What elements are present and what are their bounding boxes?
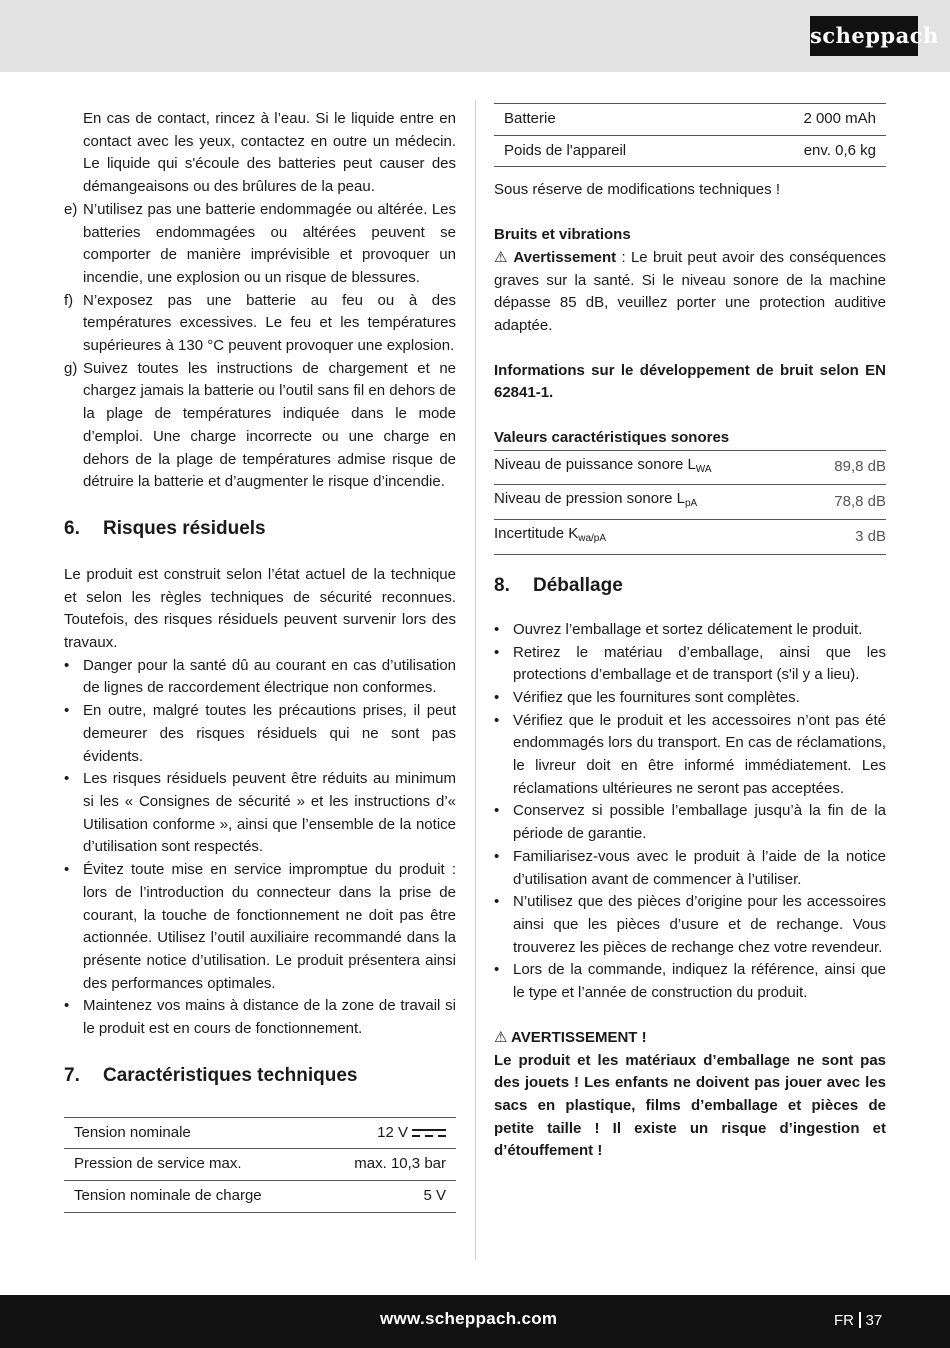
bullet-item: • Les risques résiduels peuvent être réduits au minimum si les « Consignes de sécurité » et les instructions d’« Utilisation conforme », ainsi que l’ensemble de la notice d’utilisation sont respectés. <box>64 770 456 856</box>
dc-symbol-icon <box>412 1127 446 1139</box>
section-title: 6. Risques résiduels <box>64 517 266 539</box>
bullet-item: • Danger pour la santé dû au courant en cas d’utilisation de lignes de raccordement électrique non conformes. <box>64 656 456 697</box>
table-row: Tension nominale de charge 5 V <box>64 1181 456 1213</box>
brand-logo: scheppach <box>810 16 918 56</box>
bullet-item: • Vérifiez que les fournitures sont complètes. <box>494 688 800 706</box>
section-title: 8. Déballage <box>494 574 623 596</box>
section-title: 7. Caractéristiques techniques <box>64 1064 358 1086</box>
bullet-item: • N’utilisez que des pièces d’origine pour les accessoires ainsi que les pièces d’usure et de rechange. Vous trouverez les pièces de rechange chez votre revendeur. <box>494 893 886 956</box>
separator-bar <box>859 1312 861 1328</box>
table-row: Batterie 2 000 mAh <box>494 104 886 136</box>
spec-table-continued <box>494 103 886 167</box>
noise-info-heading: Informations sur le développement de bruit selon EN 62841-1. <box>494 361 886 402</box>
bullet-item: • Retirez le matériau d’emballage, ainsi que les protections d’emballage et de transport (s'il y a lieu). <box>494 643 886 684</box>
noise-values-heading: Valeurs caractéristiques sonores <box>494 429 730 447</box>
noise-table <box>494 450 886 555</box>
right-column <box>494 103 886 1163</box>
bullet-item: • En outre, malgré toutes les précautions prises, il peut demeurer des risques résiduels qui ne sont pas évidents. <box>64 702 456 765</box>
table-row: Poids de l'appareil env. 0,6 kg <box>494 135 886 167</box>
bullet-item: • Évitez toute mise en service impromptue du produit : lors de l’introduction du connecteur dans la prise de courant, la touche de fonctionnement ne doit pas être actionnée. Utilisez l’outil auxiliaire recommandé dans la présente notice d’utilisation. Le produit présentera ainsi des performances optimales. <box>64 861 456 992</box>
list-item: g) Suivez toutes les instructions de chargement et ne chargez jamais la batterie ou l’outil sans fil en dehors de la plage de températures indiquée dans le mode d’emploi. Une charge incorrecte ou une charge en dehors de la plage de températures admise risque de détruire la batterie et d’augmenter le risque d’incendie. <box>64 359 456 491</box>
bullet-item: • Familiarisez-vous avec le produit à l’aide de la notice d’utilisation avant de commencer à l’utiliser. <box>494 847 886 888</box>
footer-url[interactable]: www.scheppach.com <box>380 1309 558 1328</box>
table-row: Incertitude $K_{wa/pA}$ 3 dB <box>494 520 886 555</box>
noise-heading: Bruits et vibrations <box>494 226 631 244</box>
reserve-note: Sous réserve de modifications techniques ! <box>494 181 780 199</box>
bullet-item: • Maintenez vos mains à distance de la zone de travail si le produit est en cours de fonctionnement. <box>64 997 456 1038</box>
warning-label: ⚠ Avertissement <box>494 248 617 266</box>
bullet-item: • Conservez si possible l’emballage jusqu’à la fin de la période de garantie. <box>494 802 886 843</box>
warning-title: ⚠ AVERTISSEMENT ! <box>494 1028 647 1046</box>
warning-text: Le produit et les matériaux d’emballage ne sont pas des jouets ! Les enfants ne doivent pas jouer avec les sacs en plastique, films d’emballage et pièces de petite taille ! Il existe un risque d’ingestion et d’étouffement ! <box>494 1051 886 1160</box>
list-item: f) N’exposez pas une batterie au feu ou à des températures excessives. Le feu et les températures supérieures à 130 °C peuvent provoquer une explosion. <box>64 291 456 355</box>
bullet-item: • Lors de la commande, indiquez la référence, ainsi que le type et l’année de construction du produit. <box>494 961 886 1002</box>
left-column <box>64 108 456 1213</box>
bullet-item: • Vérifiez que le produit et les accessoires n’ont pas été endommagés lors du transport. En cas de réclamations, le livreur doit en être informé immédiatement. Les réclamations ultérieures ne seront pas acceptées. <box>494 711 886 797</box>
table-row: Niveau de pression sonore $L_{pA}$ 78,8 dB <box>494 485 886 520</box>
table-row: Pression de service max. max. 10,3 bar <box>64 1149 456 1181</box>
table-row: Tension nominale 12 V <box>64 1117 456 1149</box>
header-band <box>0 0 950 72</box>
bullet-item: • Ouvrez l’emballage et sortez délicatement le produit. <box>494 620 863 638</box>
column-divider <box>475 100 476 1260</box>
spec-table <box>64 1117 456 1213</box>
list-item: e) N’utilisez pas une batterie endommagée ou altérée. Les batteries endommagées ou altérées peuvent se comporter de manière imprévisible et provoquer un incendie, une explosion ou un risque de blessures. <box>64 200 456 286</box>
page-indicator: FR 37 <box>834 1312 883 1329</box>
intro-continuation: En cas de contact, rincez à l’eau. Si le liquide entre en contact avec les yeux, contactez en outre un médecin. Le liquide qui s'écoule des batteries peut causer des démangeaisons ou des brûlures de la peau. <box>83 110 456 196</box>
noise-warning: ⚠ Avertissement : Le bruit peut avoir des conséquences graves sur la santé. Si le niveau sonore de la machine dépasse 85 dB, veuillez porter une protection auditive adaptée. <box>494 248 886 334</box>
paragraph: Le produit est construit selon l’état actuel de la technique et selon les règles techniques de sécurité reconnues. Toutefois, des risques résiduels peuvent survenir lors des travaux. <box>64 565 456 652</box>
table-row: Niveau de puissance sonore $L_{WA}$ 89,8 dB <box>494 450 886 485</box>
